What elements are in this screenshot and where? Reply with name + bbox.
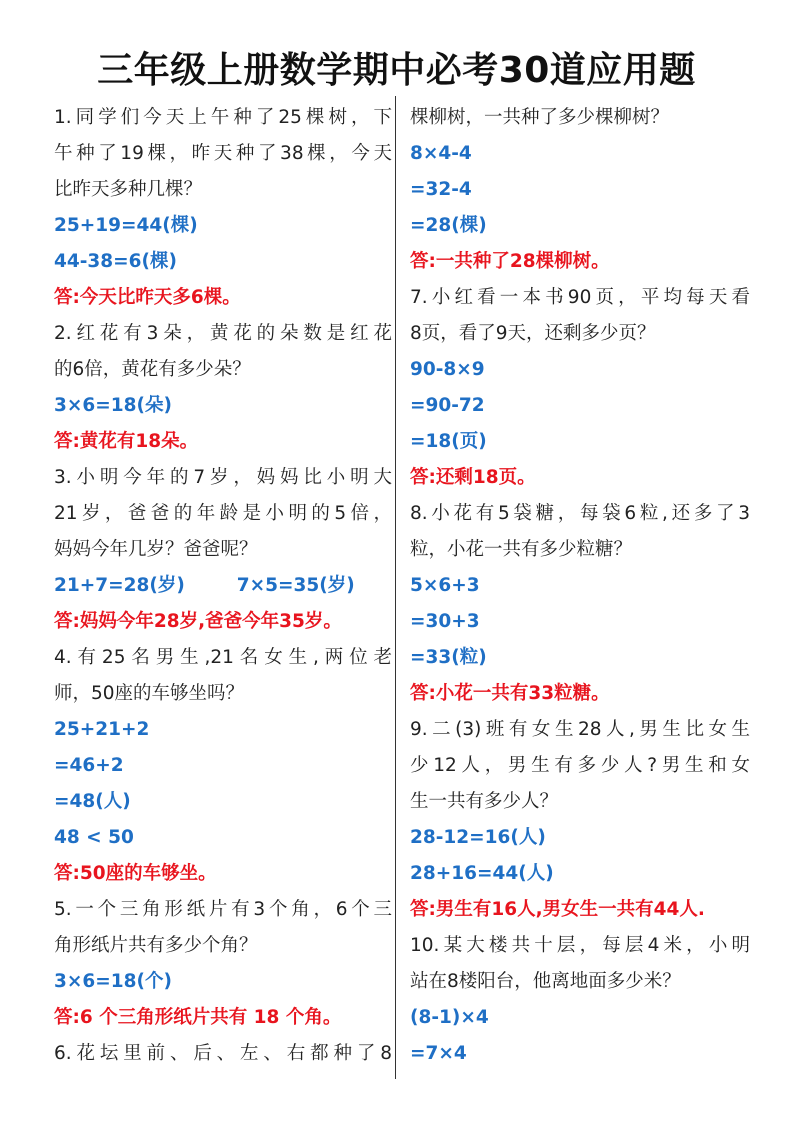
solution-step: 25+19=44(棵) <box>54 215 198 236</box>
solution-step: =48(人) <box>54 791 131 812</box>
solution-step: 44-38=6(棵) <box>54 251 177 272</box>
solution-step: =18(页) <box>410 431 487 452</box>
solution-step: 5×6+3 <box>410 575 480 596</box>
solution-step: 8×4-4 <box>410 143 472 164</box>
solution-step: 28+16=44(人) <box>410 863 554 884</box>
solution-step: (8-1)×4 <box>410 1007 489 1028</box>
solution-step: 3×6=18(个) <box>54 971 172 992</box>
question-text-line: 棵柳树，一共种了多少棵柳树？ <box>410 107 670 128</box>
question-text-line: 8页，看了9天，还剩多少页？ <box>410 323 656 344</box>
solution-step: =46+2 <box>54 755 124 776</box>
solution-step: 28-12=16(人) <box>410 827 546 848</box>
solution-step: =33(粒) <box>410 647 487 668</box>
question-text-line: 妈妈今年几岁？爸爸呢？ <box>54 539 258 560</box>
solution-step: 3×6=18(朵) <box>54 395 172 416</box>
solution-step: =90-72 <box>410 395 485 416</box>
solution-step: 25+21+2 <box>54 719 150 740</box>
solution-step: 48 < 50 <box>54 827 134 848</box>
answer-line: 答:还剩18页。 <box>410 467 536 488</box>
question-text-line: 8.小花有5袋糖，每袋6粒,还多了3 <box>410 503 750 524</box>
question-text-line: 3.小明今年的7岁，妈妈比小明大 <box>54 467 392 488</box>
left-column <box>54 100 392 1072</box>
question-text-line: 6.花坛里前、后、左、右都种了8 <box>54 1043 392 1064</box>
answer-line: 答:小花一共有33粒糖。 <box>410 683 610 704</box>
question-text-line: 比昨天多种几棵？ <box>54 179 203 200</box>
question-text-line: 角形纸片共有多少个角？ <box>54 935 258 956</box>
column-divider <box>395 96 396 1079</box>
solution-step: 90-8×9 <box>410 359 485 380</box>
question-text-line: 的6倍，黄花有多少朵？ <box>54 359 251 380</box>
question-text-line: 10.某大楼共十层，每层4米，小明 <box>410 935 750 956</box>
question-text-line: 9.二(3)班有女生28人,男生比女生 <box>410 719 750 740</box>
answer-line: 答:妈妈今年28岁,爸爸今年35岁。 <box>54 611 342 632</box>
question-text-line: 4.有25名男生,21名女生,两位老 <box>54 647 392 668</box>
solution-step: =30+3 <box>410 611 480 632</box>
question-text-line: 2.红花有3朵，黄花的朵数是红花 <box>54 323 392 344</box>
answer-line: 答:男生有16人,男女生一共有44人. <box>410 899 705 920</box>
page-title: 三年级上册数学期中必考30道应用题 <box>97 50 696 91</box>
question-text-line: 站在8楼阳台，他离地面多少米？ <box>410 971 681 992</box>
question-text-line: 生一共有多少人？ <box>410 791 559 812</box>
question-text-line: 5.一个三角形纸片有3个角，6个三 <box>54 899 392 920</box>
answer-line: 答:50座的车够坐。 <box>54 863 217 884</box>
right-column <box>410 100 750 1072</box>
solution-step: =7×4 <box>410 1043 467 1064</box>
question-text-line: 7.小红看一本书90页，平均每天看 <box>410 287 750 308</box>
solution-step-part: 7×5=35(岁) <box>236 575 355 596</box>
answer-line: 答:一共种了28棵柳树。 <box>410 251 610 272</box>
solution-step-part: 21+7=28(岁) <box>54 575 185 596</box>
solution-step: =32-4 <box>410 179 472 200</box>
question-text-line: 师，50座的车够坐吗？ <box>54 683 245 704</box>
answer-line: 答:6 个三角形纸片共有 18 个角。 <box>54 1007 342 1028</box>
question-text-line: 少12人，男生有多少人?男生和女 <box>410 755 750 776</box>
solution-step: =28(棵) <box>410 215 487 236</box>
solution-step <box>54 568 392 604</box>
question-text-line: 21岁，爸爸的年龄是小明的5倍， <box>54 503 392 524</box>
answer-line: 答:黄花有18朵。 <box>54 431 199 452</box>
answer-line: 答:今天比昨天多6棵。 <box>54 287 241 308</box>
question-text-line: 粒，小花一共有多少粒糖？ <box>410 539 633 560</box>
question-text-line: 1.同学们今天上午种了25棵树，下 <box>54 107 392 128</box>
question-text-line: 午种了19棵，昨天种了38棵，今天 <box>54 143 392 164</box>
